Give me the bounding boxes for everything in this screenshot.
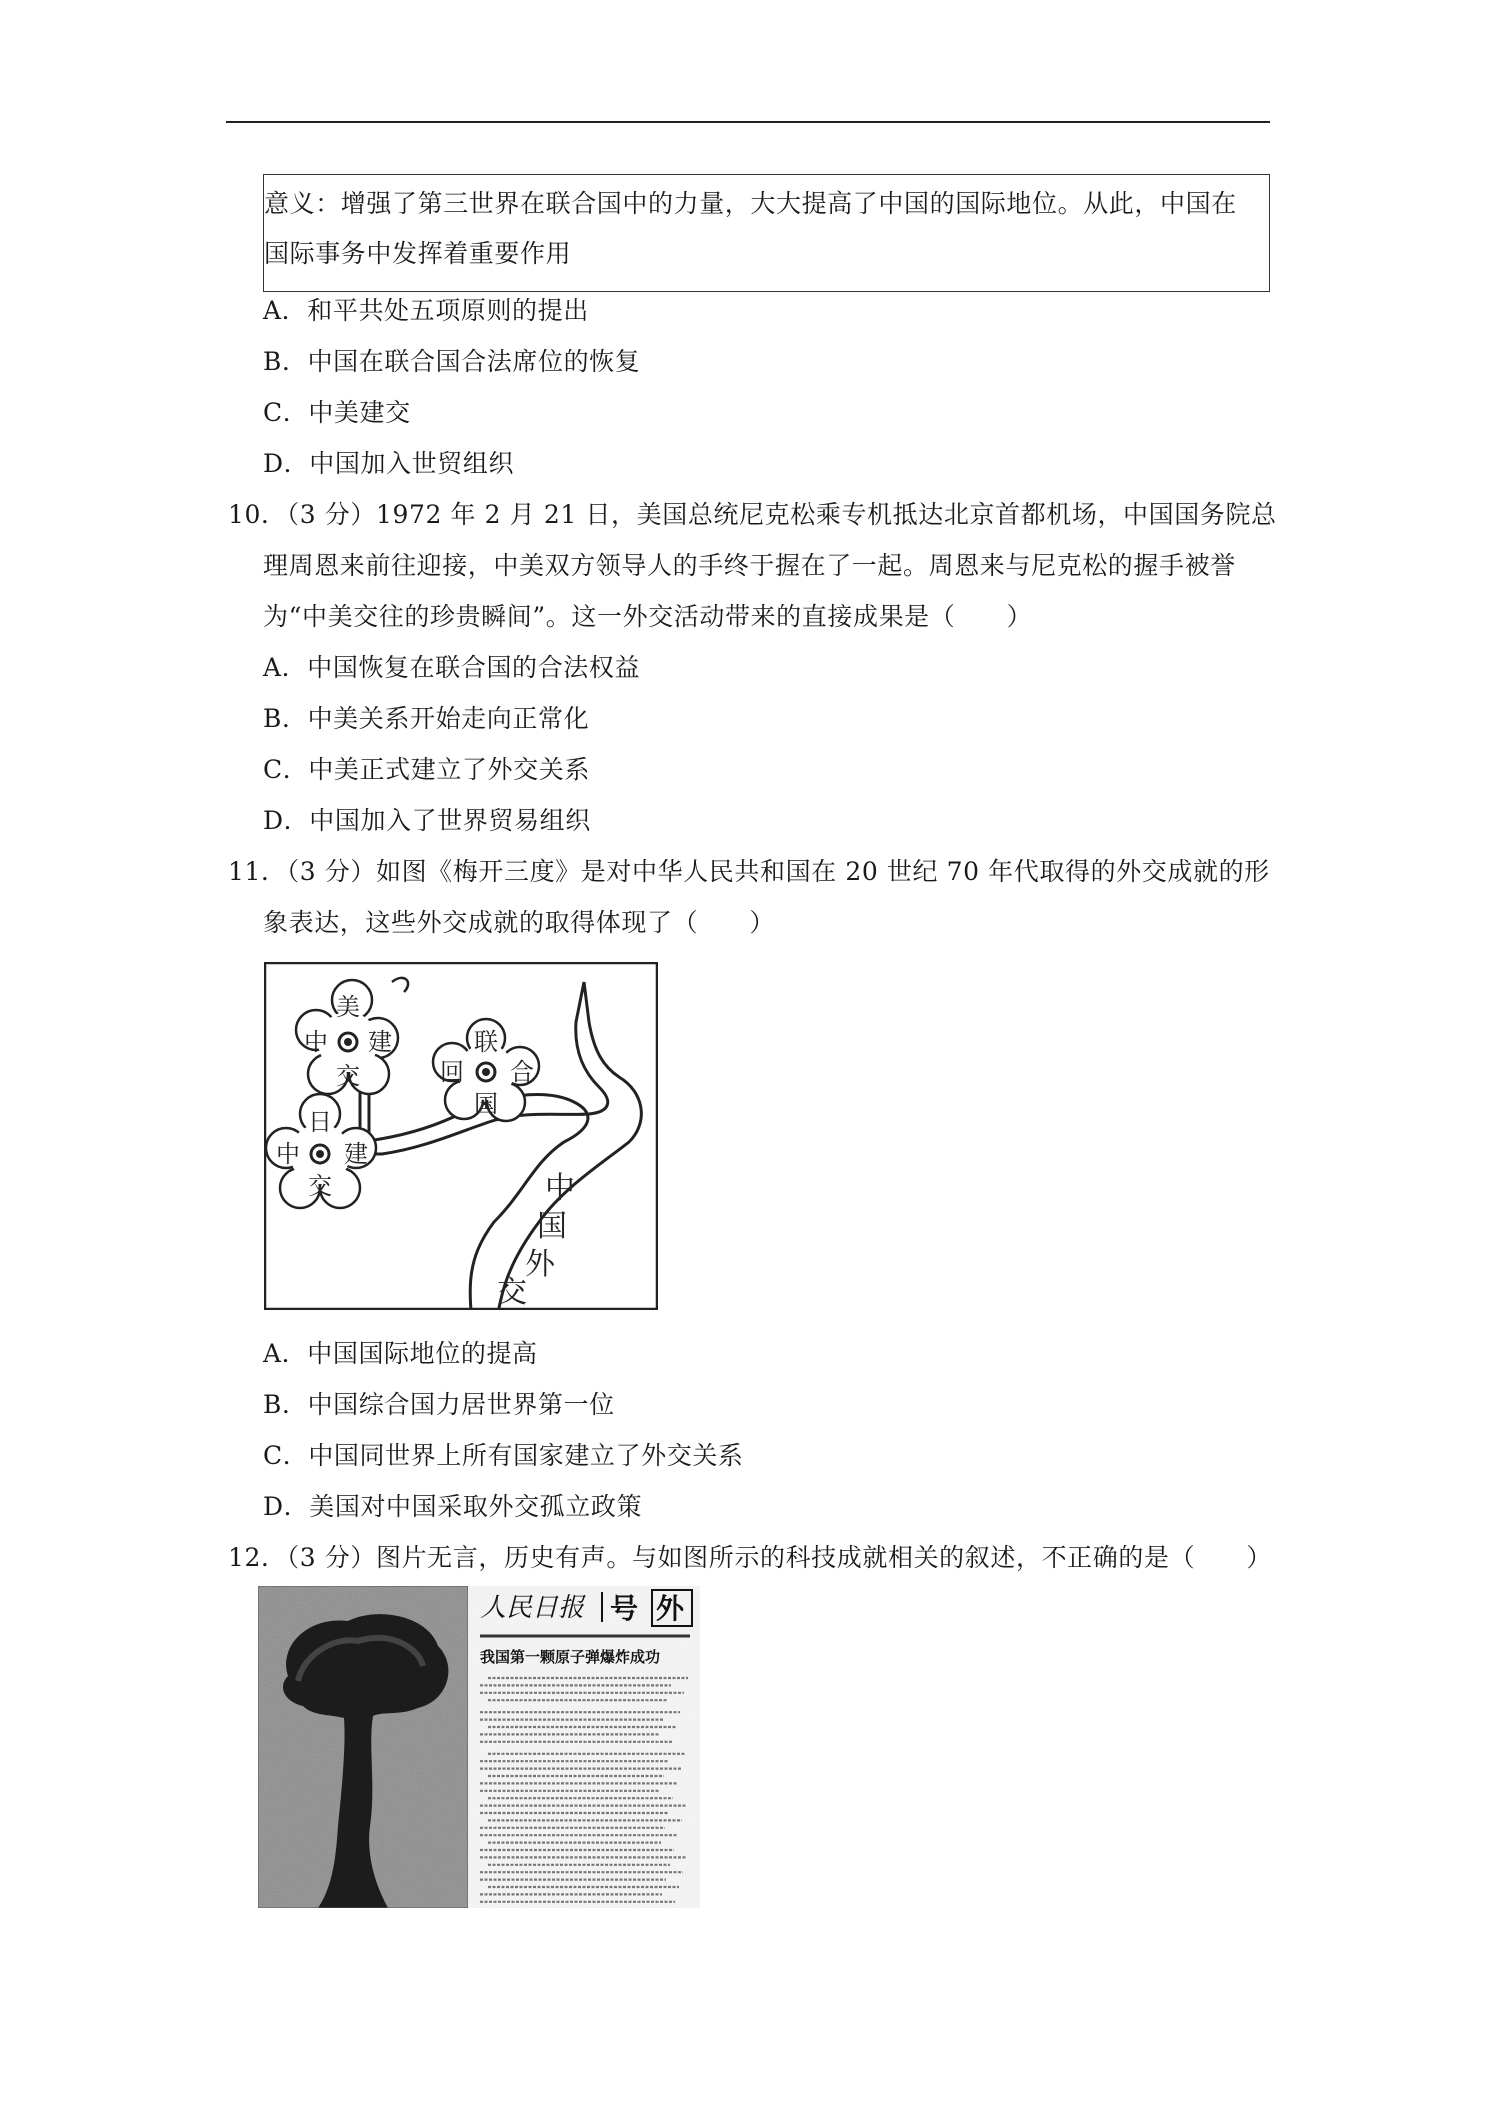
header-rule <box>226 121 1270 123</box>
q11-option-a[interactable]: A．中国国际地位的提高 <box>263 1339 538 1368</box>
q10-option-b[interactable]: B．中美关系开始走向正常化 <box>263 704 590 733</box>
flower-us-right: 建 <box>368 1028 392 1056</box>
q10-stem-line-3: 为“中美交往的珍贵瞬间”。这一外交活动带来的直接成果是（ ） <box>263 602 1033 631</box>
extra-label-1: 号 <box>610 1592 639 1625</box>
q11-option-d[interactable]: D．美国对中国采取外交孤立政策 <box>263 1492 643 1521</box>
flower-us-top: 美 <box>336 993 360 1021</box>
atomic-bomb-figure <box>258 1586 700 1908</box>
flower-jp-right: 建 <box>344 1140 368 1168</box>
atomic-bomb-photo <box>258 1586 700 1908</box>
newspaper-headline: 我国第一颗原子弹爆炸成功 <box>480 1648 661 1666</box>
flower-jp-top: 日 <box>308 1108 332 1136</box>
q9-option-a[interactable]: A．和平共处五项原则的提出 <box>263 296 589 325</box>
q11-stem-line-2: 象表达，这些外交成就的取得体现了（ ） <box>263 908 776 937</box>
river-char-1: 中 <box>545 1171 575 1206</box>
flower-jp-bottom: 交 <box>308 1172 332 1200</box>
context-line-1: 意义：增强了第三世界在联合国中的力量，大大提高了中国的国际地位。从此，中国在 <box>264 189 1237 218</box>
q9-option-b[interactable]: B．中国在联合国合法席位的恢复 <box>263 347 641 376</box>
river-char-4: 交 <box>497 1275 527 1310</box>
q9-option-c[interactable]: C．中美建交 <box>263 398 411 427</box>
extra-label-2: 外 <box>656 1592 685 1625</box>
plum-blossom-drawing <box>264 962 658 1310</box>
q10-option-d[interactable]: D．中国加入了世界贸易组织 <box>263 806 591 835</box>
context-line-2: 国际事务中发挥着重要作用 <box>264 239 572 268</box>
flower-un-bottom: 国 <box>474 1090 498 1118</box>
q10-stem-line-2: 理周恩来前往迎接，中美双方领导人的手终于握在了一起。周恩来与尼克松的握手被誉 <box>263 551 1236 580</box>
river-char-3: 外 <box>525 1247 555 1282</box>
flower-un-left: 回 <box>440 1058 464 1086</box>
flower-us-bottom: 交 <box>336 1062 360 1090</box>
q11-option-c[interactable]: C．中国同世界上所有国家建立了外交关系 <box>263 1441 744 1470</box>
plum-blossom-figure <box>264 962 658 1310</box>
flower-un-right: 合 <box>510 1058 534 1086</box>
flower-us-left: 中 <box>304 1028 328 1056</box>
q11-option-b[interactable]: B．中国综合国力居世界第一位 <box>263 1390 615 1419</box>
q12-stem-line-1: 12．（3 分）图片无言，历史有声。与如图所示的科技成就相关的叙述，不正确的是（ ） <box>228 1543 1272 1572</box>
river-char-2: 国 <box>537 1209 567 1244</box>
q10-option-c[interactable]: C．中美正式建立了外交关系 <box>263 755 590 784</box>
q10-stem-line-1: 10．（3 分）1972 年 2 月 21 日，美国总统尼克松乘专机抵达北京首都机场，中国国务院总 <box>228 500 1277 529</box>
q9-option-d[interactable]: D．中国加入世贸组织 <box>263 449 515 478</box>
newspaper-masthead: 人民日报 <box>480 1593 585 1623</box>
q10-option-a[interactable]: A．中国恢复在联合国的合法权益 <box>263 653 641 682</box>
flower-jp-left: 中 <box>276 1140 300 1168</box>
flower-un-top: 联 <box>474 1028 498 1056</box>
q11-stem-line-1: 11．（3 分）如图《梅开三度》是对中华人民共和国在 20 世纪 70 年代取得的外交成就的形 <box>228 857 1270 886</box>
